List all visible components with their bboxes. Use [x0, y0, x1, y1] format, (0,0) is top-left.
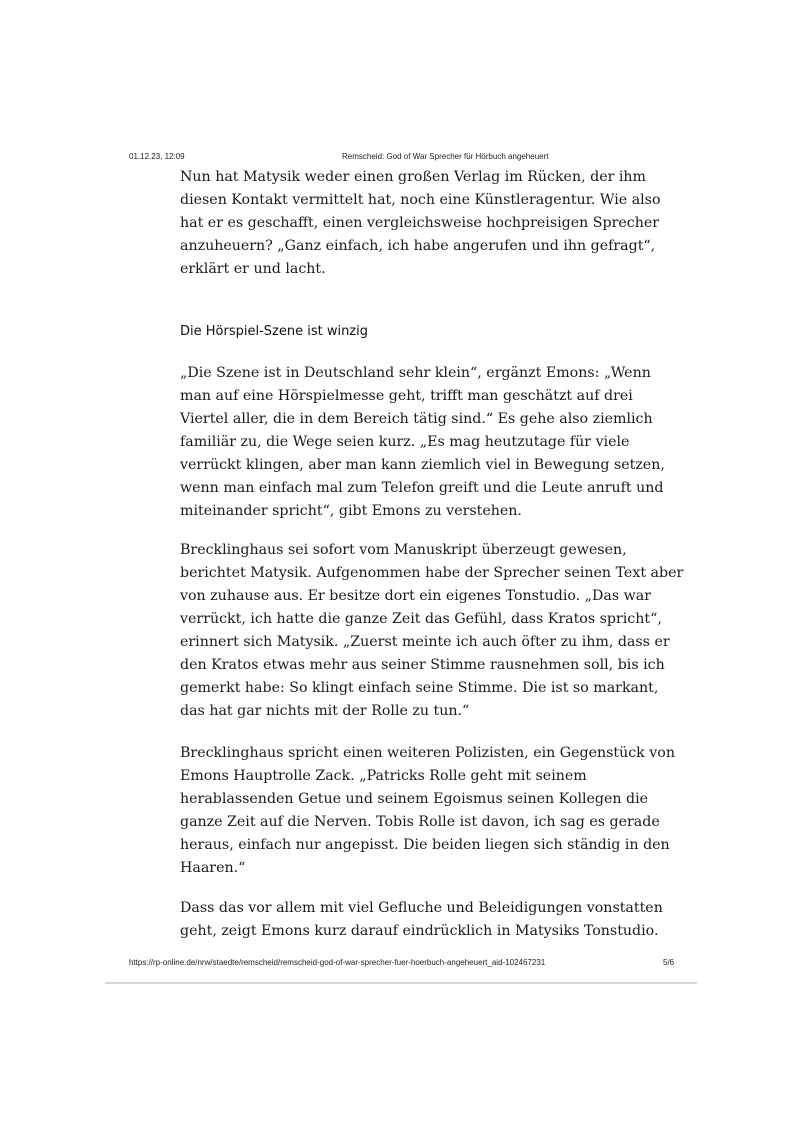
text-line: verrückt, ich hatte die ganze Zeit das Gefühl, dass Kratos spricht“, [180, 611, 662, 627]
text-line: Viertel aller, die in dem Bereich tätig sind.“ Es gehe also ziemlich [180, 411, 653, 427]
text-line: miteinander spricht“, gibt Emons zu verstehen. [180, 503, 522, 519]
text-line: verrückt klingen, aber man kann ziemlich viel in Bewegung setzen, [180, 457, 665, 473]
text-line: familiär zu, die Wege seien kurz. „Es mag heutzutage für viele [180, 434, 630, 450]
text-line: Brecklinghaus spricht einen weiteren Polizisten, ein Gegenstück von [180, 745, 675, 761]
text-line: Dass das vor allem mit viel Gefluche und Beleidigungen vonstatten [180, 900, 663, 916]
text-line: wenn man einfach mal zum Telefon greift und die Leute anruft und [180, 480, 664, 496]
text-line: den Kratos etwas mehr aus seiner Stimme rausnehmen soll, bis ich [180, 657, 665, 673]
text-line: erinnert sich Matysik. „Zuerst meinte ich auch öfter zu ihm, dass er [180, 634, 670, 650]
text-line: diesen Kontakt vermittelt hat, noch eine Künstleragentur. Wie also [180, 192, 661, 208]
paragraph [180, 897, 663, 943]
print-page-title: Remscheid: God of War Sprecher für Hörbuch angeheuert [342, 152, 549, 161]
text-line: herablassenden Getue und seinem Egoismus seinen Kollegen die [180, 791, 649, 807]
text-line: hat er es geschafft, einen vergleichsweise hochpreisigen Sprecher [180, 215, 660, 231]
subheading: Die Hörspiel-Szene ist winzig [180, 324, 368, 339]
paragraph [180, 362, 665, 523]
paragraph [180, 742, 675, 880]
text-line: geht, zeigt Emons kurz darauf eindrücklich in Matysiks Tonstudio. [180, 923, 659, 939]
text-line: Nun hat Matysik weder einen großen Verlag im Rücken, der ihm [180, 169, 647, 185]
print-url: https://rp-online.de/nrw/staedte/remscheid/remscheid-god-of-war-sprecher-fuer-hoerbuch-angeheuert_aid-102467231 [129, 958, 546, 967]
paragraph [180, 166, 661, 281]
text-line: erklärt er und lacht. [180, 261, 326, 277]
print-datetime: 01.12.23, 12:09 [129, 152, 185, 161]
text-line: heraus, einfach nur angepisst. Die beiden liegen sich ständig in den [180, 837, 670, 853]
text-line: gemerkt habe: So klingt einfach seine Stimme. Die ist so markant, [180, 680, 659, 696]
text-line: ganze Zeit auf die Nerven. Tobis Rolle ist davon, ich sag es gerade [180, 814, 660, 830]
page-divider [105, 982, 697, 984]
text-line: Emons Hauptrolle Zack. „Patricks Rolle geht mit seinem [180, 768, 587, 784]
text-line: Brecklinghaus sei sofort vom Manuskript überzeugt gewesen, [180, 542, 627, 558]
text-line: berichtet Matysik. Aufgenommen habe der Sprecher seinen Text aber [180, 565, 684, 581]
text-line: das hat gar nichts mit der Rolle zu tun.“ [180, 703, 470, 719]
text-line: von zuhause aus. Er besitze dort ein eigenes Tonstudio. „Das war [180, 588, 652, 604]
page-number: 5/6 [663, 958, 675, 967]
paragraph [180, 539, 683, 723]
text-line: anzuheuern? „Ganz einfach, ich habe angerufen und ihn gefragt“, [180, 238, 656, 254]
text-line: man auf eine Hörspielmesse geht, trifft man geschätzt auf drei [180, 388, 633, 404]
text-line: „Die Szene ist in Deutschland sehr klein“, ergänzt Emons: „Wenn [180, 365, 651, 381]
text-line: Haaren.“ [180, 860, 246, 876]
